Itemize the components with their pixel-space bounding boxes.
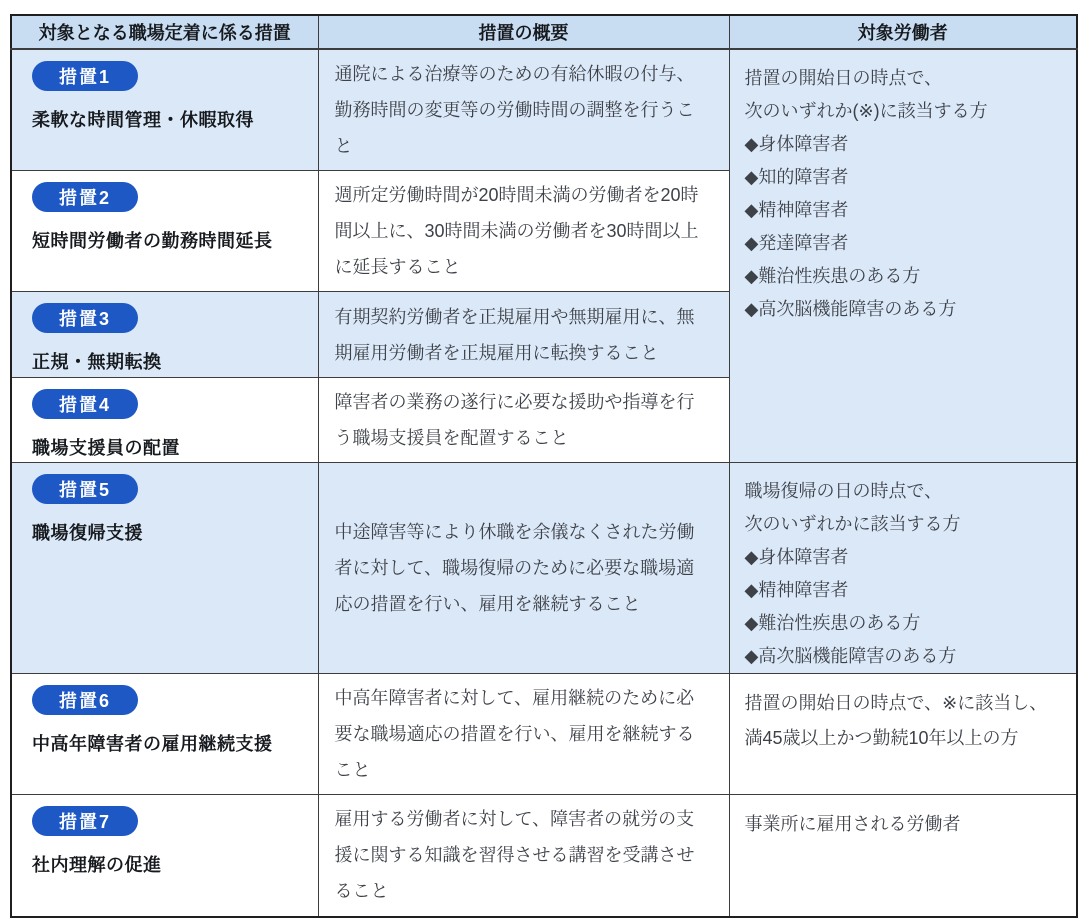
measure-2-name: 短時間労働者の勤務時間延長 [32,231,273,251]
target-bullet-item: ◆発達障害者 [744,233,849,253]
measure-2-summary-cell [318,171,729,292]
header-row [11,15,1077,49]
measure-1-badge: 措置1 [32,61,138,91]
measure-row-6 [11,674,1077,795]
measure-6-name: 中高年障害者の雇用継続支援 [32,734,273,754]
target-bullet-item: ◆精神障害者 [744,580,849,600]
measure-3-name: 正規・無期転換 [32,352,162,372]
target-cell-measure-7 [729,795,1077,917]
measure-7-summary-cell [318,795,729,917]
measure-2-cell [11,171,318,292]
measure-1-name: 柔軟な時間管理・休暇取得 [32,110,254,130]
measure-6-badge: 措置6 [32,685,138,715]
measure-7-badge: 措置7 [32,806,138,836]
measure-6-summary: 中高年障害者に対して、雇用継続のために必要な職場適応の措置を行い、雇用を継続すること [334,688,695,780]
target-cell-measures-1-4 [729,49,1077,463]
target-bullet-item: ◆身体障害者 [744,134,849,154]
measures-table [10,14,1078,918]
target-cell-measure-5 [729,463,1077,674]
target-bullet-item: ◆難治性疾患のある方 [744,613,921,633]
measure-3-cell [11,292,318,378]
measure-5-summary-cell [318,463,729,674]
measure-7-summary: 雇用する労働者に対して、障害者の就労の支援に関する知識を習得させる講習を受講させること [334,809,695,902]
measure-5-name: 職場復帰支援 [32,523,143,543]
measure-4-cell [11,378,318,463]
target-bullet-item: ◆高次脳機能障害のある方 [744,299,957,319]
target-text: 事業所に雇用される労働者 [744,814,961,834]
col-header-measure: 対象となる職場定着に係る措置 [11,15,318,49]
measure-3-summary: 有期契約労働者を正規雇用や無期雇用に、無期雇用労働者を正規雇用に転換すること [334,306,695,363]
measure-6-cell [11,674,318,795]
measure-row-7 [11,795,1077,917]
measure-5-cell [11,463,318,674]
measure-4-name: 職場支援員の配置 [32,438,180,458]
target-bullet-item: ◆身体障害者 [744,547,849,567]
col-header-summary: 措置の概要 [318,15,729,49]
target-bullet-item: ◆知的障害者 [744,167,849,187]
measure-4-summary: 障害者の業務の遂行に必要な援助や指導を行う職場支援員を配置すること [334,392,695,448]
measure-1-cell [11,49,318,171]
measure-row-1 [11,49,1077,171]
measure-1-summary: 通院による治療等のための有給休暇の付与、勤務時間の変更等の労働時間の調整を行うこと [334,64,695,156]
measure-3-badge: 措置3 [32,303,138,333]
measure-7-name: 社内理解の促進 [32,855,162,875]
measure-4-summary-cell [318,378,729,463]
measure-2-badge: 措置2 [32,182,138,212]
measure-5-summary: 中途障害等により休職を余儀なくされた労働者に対して、職場復帰のために必要な職場適応の措置を行い、雇用を継続すること [334,522,695,614]
measure-5-badge: 措置5 [32,474,138,504]
target-line: 措置の開始日の時点で、 [744,68,943,88]
col-header-target-workers: 対象労働者 [729,15,1077,49]
target-line: 職場復帰の日の時点で、 [744,481,943,501]
measure-3-summary-cell [318,292,729,378]
measure-2-summary: 週所定労働時間が20時間未満の労働者を20時間以上に、30時間未満の労働者を30時間以上に延長すること [334,185,699,277]
target-cell-measure-6 [729,674,1077,795]
target-line: 次のいずれかに該当する方 [744,514,961,534]
target-text: 措置の開始日の時点で、※に該当し、満45歳以上かつ勤続10年以上の方 [744,693,1048,748]
target-bullet-item: ◆高次脳機能障害のある方 [744,646,957,666]
measure-4-badge: 措置4 [32,389,138,419]
target-line: 次のいずれか(※)に該当する方 [744,101,988,121]
measure-1-summary-cell [318,49,729,171]
measure-row-5 [11,463,1077,674]
target-bullet-item: ◆難治性疾患のある方 [744,266,921,286]
measure-6-summary-cell [318,674,729,795]
target-bullet-item: ◆精神障害者 [744,200,849,220]
measure-7-cell [11,795,318,917]
